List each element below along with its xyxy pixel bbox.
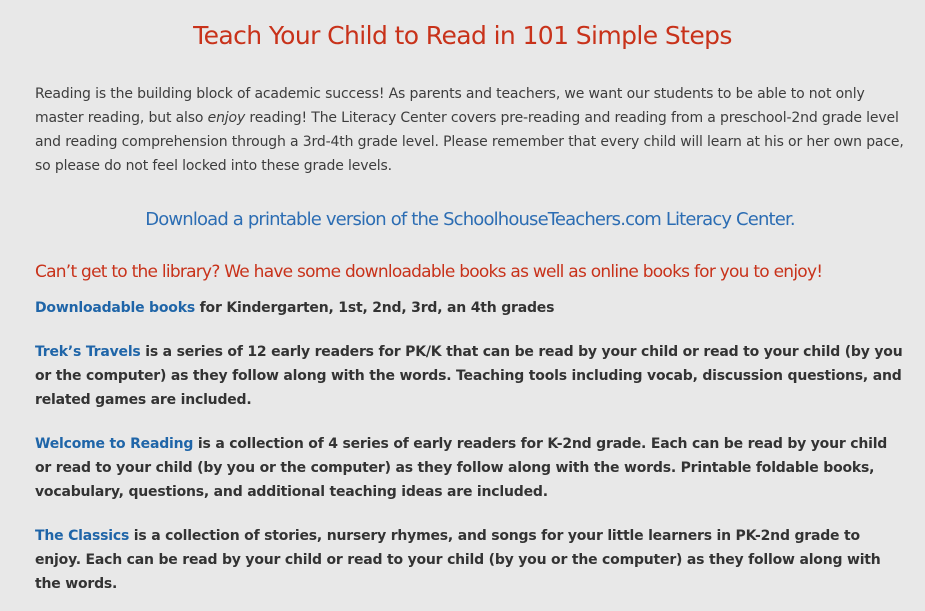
intro-emphasis: enjoy bbox=[207, 110, 246, 126]
list-item-treks-travels bbox=[35, 340, 907, 412]
library-heading: Can’t get to the library? We have some downloadable books as well as online books for you to enjoy! bbox=[35, 262, 823, 282]
list-item-welcome-to-reading bbox=[35, 432, 907, 504]
downloadable-books-link[interactable]: Downloadable books bbox=[35, 300, 195, 316]
the-classics-link[interactable]: The Classics bbox=[35, 528, 130, 544]
page-title: Teach Your Child to Read in 101 Simple Steps bbox=[193, 21, 732, 50]
intro-text-part1: Reading is the building block of academic success! As parents and teachers, we want our students to be able to not only master reading, but also bbox=[35, 86, 865, 126]
the-classics-description: is a collection of stories, nursery rhymes, and songs for your little learners in PK-2nd grade to enjoy. Each can be read by your child or read to your child (by you or the computer) as they follow along with the words. bbox=[35, 528, 881, 592]
treks-travels-description: is a series of 12 early readers for PK/K that can be read by your child or read to your child (by you or the computer) as they follow along with the words. Teaching tools including vocab, discussion questions, and related games are included. bbox=[35, 344, 903, 408]
list-item-the-classics bbox=[35, 524, 907, 596]
intro-text-part2: reading! The Literacy Center covers pre-reading and reading from a preschool-2nd grade level and reading comprehension through a 3rd-4th grade level. Please remember that every child will learn at his or her own pace, so please do not feel locked into these grade levels. bbox=[35, 110, 904, 174]
list-item-downloadable-books bbox=[35, 296, 907, 320]
downloadable-books-description: for Kindergarten, 1st, 2nd, 3rd, an 4th grades bbox=[194, 300, 555, 316]
welcome-to-reading-description: is a collection of 4 series of early readers for K-2nd grade. Each can be read by your child or read to your child (by you or the computer) as they follow along with the words. Printable foldable books, vocabulary, questions, and additional teaching ideas are included. bbox=[35, 436, 888, 500]
welcome-to-reading-link[interactable]: Welcome to Reading bbox=[35, 436, 194, 452]
treks-travels-link[interactable]: Trek’s Travels bbox=[35, 344, 141, 360]
intro-paragraph bbox=[35, 82, 907, 178]
download-printable-link[interactable]: Download a printable version of the SchoolhouseTeachers.com Literacy Center. bbox=[145, 209, 795, 230]
